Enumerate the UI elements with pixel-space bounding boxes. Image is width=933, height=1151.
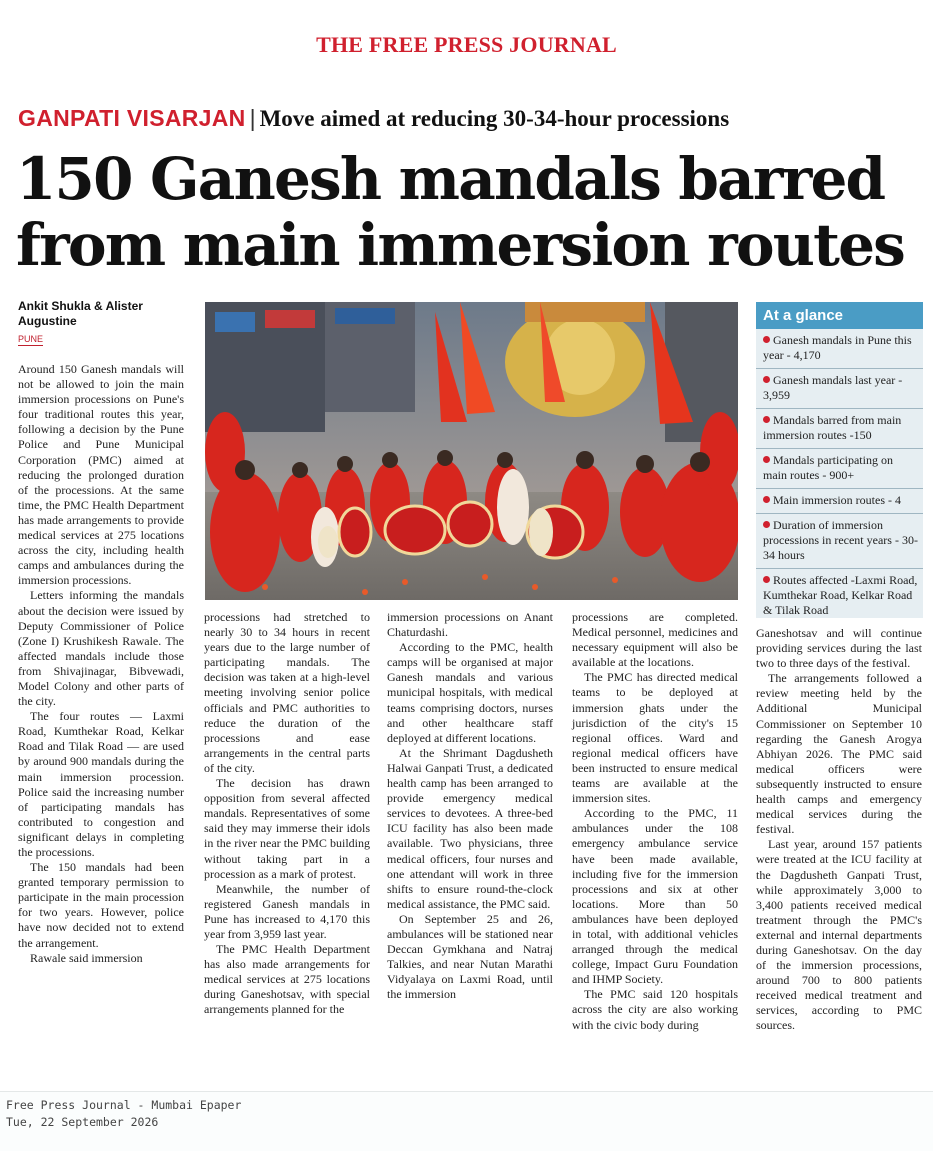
paragraph: Letters informing the mandals about the decision were issued by Deputy Commissioner of Police (Zone I) Krushikesh Rawale. The affected mandals include those from Shivajinagar, Bibvewadi, Model Colony and other parts of the city. [18, 588, 184, 709]
footer-date: Tue, 22 September 2026 [6, 1115, 159, 1129]
article-column-5 [756, 626, 922, 1034]
paragraph: The PMC said 120 hospitals across the city are also working with the civic body during [572, 987, 738, 1032]
bullet-icon [763, 456, 770, 463]
article-column-4 [572, 610, 738, 1033]
paragraph: The arrangements followed a review meeting held by the Additional Municipal Commissioner on September 10 regarding the Ganesh Arogya Abhiyan 2026. The PMC said medical officers were subsequently instructed to ensure health camps and emergency medical services during the festival. [756, 671, 922, 837]
glance-item: Ganesh mandals last year - 3,959 [756, 369, 923, 409]
headline [16, 146, 921, 278]
paragraph: processions are completed. Medical personnel, medicines and necessary equipment will also be available at the locations. [572, 610, 738, 670]
at-a-glance-title: At a glance [756, 302, 923, 329]
procession-photo-illustration [205, 302, 738, 600]
paragraph: The 150 mandals had been granted temporary permission to participate in the main procession for two years. However, police have now decided not to extend the arrangement. [18, 860, 184, 950]
glance-item: Duration of immersion processions in recent years - 30-34 hours [756, 514, 923, 569]
paragraph: At the Shrimant Dagdusheth Halwai Ganpati Trust, a dedicated health camp has been arranged to provide emergency medical services to devotees. A three-bed ICU facility has also been made available. Two physicians, three medical officers, four nurses and one attendant will work in three shifts to ensure round-the-clock medical assistance, the PMC said. [387, 745, 553, 911]
bullet-icon [763, 336, 770, 343]
paragraph: Around 150 Ganesh mandals will not be allowed to join the main immersion processions on Pune's four traditional routes this year, following a decision by the Pune Police and Pune Municipal Corporation (PMC) aimed at reducing the prolonged duration of the processions. At the same time, the PMC Health Department has made arrangements to provide medical services at 275 locations across the city, including health camps and ambulances during the immersion processions. [18, 362, 184, 588]
paragraph: The PMC has directed medical teams to be deployed at immersion ghats under the jurisdiction of the city's 15 regional offices. Ward and regional medical officers have been instructed to ensure medical teams are available at the immersion sites. [572, 670, 738, 806]
article-photo [205, 302, 738, 600]
paragraph: On September 25 and 26, ambulances will be stationed near Deccan Gymkhana and Natraj Talkies, and near Nutan Marathi Vidyalaya on Laxmi Road, until the immersion [387, 911, 553, 1002]
at-a-glance-box [756, 302, 923, 618]
masthead-logo: THE FREE PRESS JOURNAL [316, 32, 617, 57]
bullet-icon [763, 576, 770, 583]
paragraph: Rawale said immersion [30, 950, 143, 965]
article-column-1 [18, 362, 184, 966]
kicker-separator: | [249, 105, 256, 131]
paragraph: Last year, around 157 patients were treated at the ICU facility at the Dagdusheth Ganpati Trust, while approximately 3,000 to 3,400 patients received medical treatment through the PMC's external and internal departments during Ganeshotsav. On the day of the immersion processions, around 700 to 800 patients received medical treatment and services, according to PMC sources. [756, 837, 922, 1033]
headline-line-1: 150 Ganesh mandals barred [16, 145, 885, 213]
glance-item: Mandals barred from main immersion routes -150 [756, 409, 923, 449]
paragraph: The four routes — Laxmi Road, Kumthekar Road, Kelkar Road and Tilak Road — are used by around 900 mandals during the main immersion procession. Police said the increasing number of participating mandals has contributed to congestion and significant delays in completing the processions. [18, 709, 184, 859]
dateline: PUNE [18, 334, 44, 344]
article-column-3 [387, 610, 553, 1002]
footer-source: Free Press Journal - Mumbai Epaper [6, 1098, 242, 1112]
bullet-icon [763, 496, 770, 503]
paragraph: According to the PMC, health camps will be organised at major Ganesh mandals and various municipal hospitals, with medical teams comprising doctors, nurses and other healthcare staff deployed at different locations. [387, 640, 553, 745]
paragraph: processions had stretched to nearly 30 to 34 hours in recent years due to the large number of participating mandals. The decision was taken at a high-level meeting involving senior police officials and PMC authorities to reduce the duration of the processions and ease arrangements in the central parts of the city. [204, 610, 370, 775]
bullet-icon [763, 521, 770, 528]
paragraph: The PMC Health Department has also made arrangements for medical services at 275 locations during Ganeshotsav, with special arrangements planned for the [204, 942, 370, 1017]
paragraph: immersion processions on Anant Chaturdashi. [387, 610, 553, 640]
glance-item: Routes affected -Laxmi Road, Kumthekar Road, Kelkar Road & Tilak Road [763, 573, 918, 617]
deck-text: Move aimed at reducing 30-34-hour processions [259, 106, 730, 131]
bullet-icon [763, 376, 770, 383]
paragraph: The decision has drawn opposition from several affected mandals. Representatives of some said they may immerse their idols in the river near the PMC building without taking part in a procession as a mark of protest. [204, 776, 370, 881]
kicker-line [18, 104, 918, 133]
headline-line-2: from main immersion routes [16, 211, 905, 279]
epaper-footer [0, 1091, 933, 1151]
article-column-2 [204, 610, 370, 1018]
section-tag: GANPATI VISARJAN [18, 105, 246, 131]
byline: Ankit Shukla & Alister Augustine [18, 299, 143, 328]
paragraph: Ganeshotsav and will continue providing services during the last two to three days of the festival. [756, 626, 922, 671]
paragraph: According to the PMC, 11 ambulances under the 108 emergency ambulance service have been made available, including five for the immersion processions and six at other locations. More than 50 ambulances have been deployed in total, with additional vehicles arranged through the medical college, Impact Guru Foundation and IHMP Society. [572, 806, 738, 987]
glance-item: Main immersion routes - 4 [756, 489, 923, 514]
glance-item: Mandals participating on main routes - 900+ [756, 449, 923, 489]
bullet-icon [763, 416, 770, 423]
glance-item: Ganesh mandals in Pune this year - 4,170 [756, 329, 923, 369]
paragraph: Meanwhile, the number of registered Ganesh mandals in Pune has increased to 4,170 this year from 3,959 last year. [204, 881, 370, 941]
